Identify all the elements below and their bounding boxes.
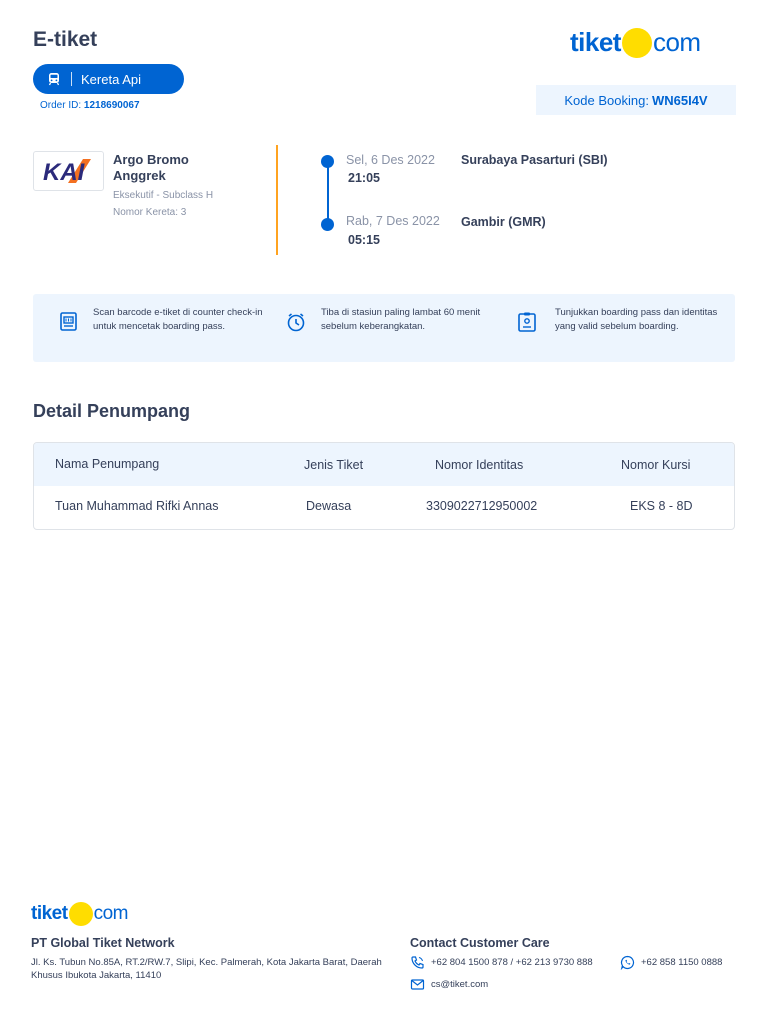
- company-name: PT Global Tiket Network: [31, 936, 175, 950]
- company-address: Jl. Ks. Tubun No.85A, RT.2/RW.7, Slipi, Kec. Palmerah, Kota Jakarta Barat, Daerah Khusus Ibukota Jakarta, 11410: [31, 957, 382, 981]
- info-text-arrival: Tiba di stasiun paling lambat 60 menit sebelum keberangkatan.: [321, 307, 481, 332]
- phone-number: +62 804 1500 878 / +62 213 9730 888: [431, 957, 593, 968]
- contact-phone: [410, 955, 593, 970]
- divider: [276, 145, 278, 255]
- train-icon: [47, 72, 61, 86]
- whatsapp-number: +62 858 1150 0888: [641, 957, 723, 968]
- arrival-date: Rab, 7 Des 2022: [346, 214, 440, 228]
- logo-text-right: com: [93, 903, 128, 924]
- kai-logo-text: KAI: [42, 159, 84, 186]
- identity-number: 3309022712950002: [426, 499, 538, 513]
- train-number: Nomor Kereta: 3: [113, 207, 187, 218]
- info-text-boarding: Tunjukkan boarding pass dan identitas yang valid sebelum boarding.: [555, 307, 718, 332]
- column-header: Nomor Kursi: [621, 458, 691, 472]
- booking-code-box: [536, 85, 736, 115]
- contact-email[interactable]: [410, 977, 488, 992]
- arrival-station: Gambir (GMR): [461, 215, 546, 229]
- column-header: Nama Penumpang: [55, 457, 160, 471]
- section-title: Detail Penumpang: [33, 401, 191, 421]
- seat-number: EKS 8 - 8D: [630, 499, 693, 513]
- id-card-icon: [516, 311, 538, 333]
- divider: [71, 72, 72, 86]
- booking-code-label: Kode Booking:: [564, 92, 649, 108]
- passenger-table: [33, 442, 735, 530]
- operator-logo: [33, 151, 104, 191]
- logo-dot: [69, 902, 93, 926]
- arrival-dot: [321, 218, 334, 231]
- logo-text-left: tiket: [570, 27, 621, 57]
- arrival-time: 05:15: [348, 233, 380, 247]
- product-badge: [33, 64, 184, 94]
- kai-logo-icon: [41, 156, 97, 186]
- contact-whatsapp: [620, 955, 722, 970]
- contact-title: Contact Customer Care: [410, 936, 550, 950]
- column-header: Nomor Identitas: [435, 458, 524, 472]
- logo-text-left: tiket: [31, 903, 68, 924]
- logo-text-right: com: [652, 27, 701, 57]
- departure-time: 21:05: [348, 171, 380, 185]
- train-name: Argo Bromo Anggrek: [113, 152, 189, 183]
- clock-icon: [285, 311, 307, 333]
- passenger-name: Tuan Muhammad Rifki Annas: [55, 499, 219, 513]
- page-title: E-tiket: [33, 28, 98, 51]
- departure-date: Sel, 6 Des 2022: [346, 153, 435, 167]
- timeline-line: [327, 162, 329, 220]
- column-header: Jenis Tiket: [304, 458, 364, 472]
- tiket-logo-footer: [31, 902, 128, 926]
- ticket-type: Dewasa: [306, 499, 352, 513]
- departure-station: Surabaya Pasarturi (SBI): [461, 153, 608, 167]
- phone-icon: [410, 955, 425, 970]
- booking-code-value: WN65I4V: [651, 92, 708, 108]
- order-id: [40, 100, 140, 111]
- table-header: [34, 443, 734, 486]
- info-text-scan: Scan barcode e-tiket di counter check-in untuk mencetak boarding pass.: [93, 307, 263, 332]
- tiket-logo: [570, 27, 701, 58]
- product-label: Kereta Api: [81, 71, 141, 87]
- departure-dot: [321, 155, 334, 168]
- barcode-scan-icon: [58, 311, 80, 333]
- order-id-value: 1218690067: [83, 100, 140, 111]
- table-row: [34, 486, 734, 530]
- email-address[interactable]: cs@tiket.com: [431, 979, 489, 990]
- whatsapp-icon: [620, 955, 635, 970]
- logo-dot: [622, 28, 652, 58]
- train-class: Eksekutif - Subclass H: [113, 190, 214, 201]
- mail-icon: [410, 977, 425, 992]
- info-box: [33, 294, 735, 362]
- order-id-label: Order ID:: [40, 100, 82, 111]
